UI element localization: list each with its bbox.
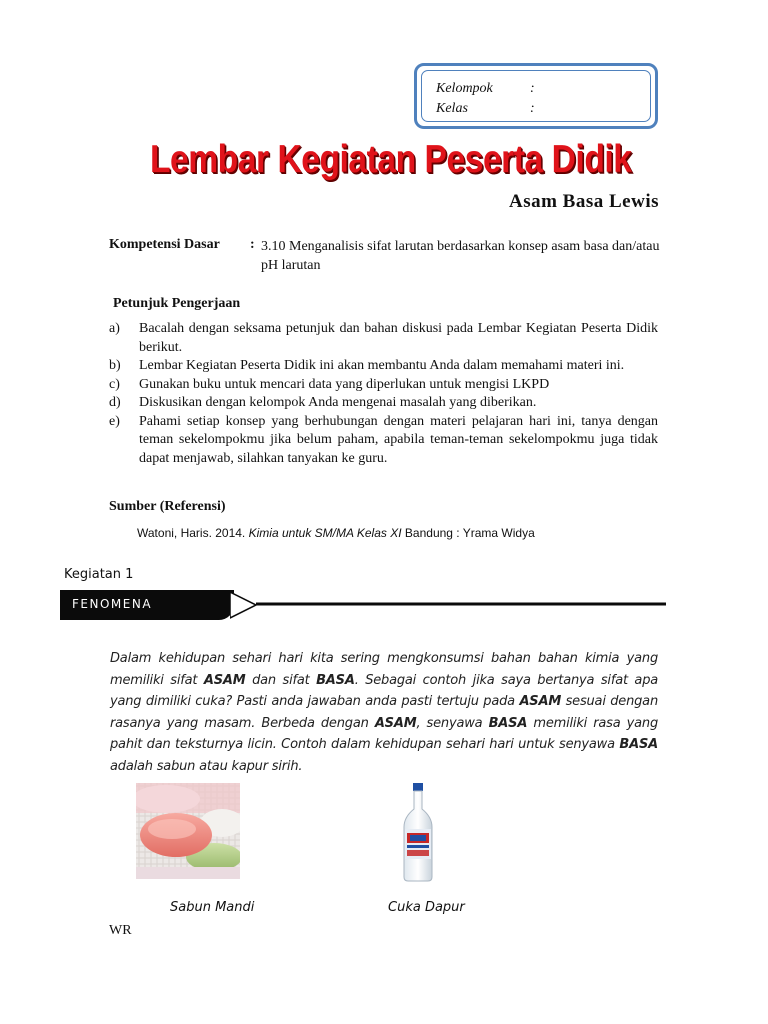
soap-caption: Sabun Mandi [170, 900, 255, 915]
emphasis-term: ASAM [374, 715, 417, 731]
list-marker: e) [109, 413, 120, 429]
sumber-title: Sumber (Referensi) [109, 499, 226, 514]
reference-book: Kimia untuk SM/MA Kelas XI [248, 526, 402, 540]
kelompok-colon: : [530, 81, 535, 96]
list-item-text: Gunakan buku untuk mencari data yang diperlukan untuk mengisi LKPD [139, 376, 550, 392]
reference-publisher: Bandung : Yrama Widya [404, 526, 535, 540]
list-marker: d) [109, 395, 121, 410]
paragraph-text: Dalam kehidupan sehari hari kita sering mengkonsumsi bahan bahan kimia yang memiliki sifat [110, 651, 658, 688]
emphasis-term: BASA [488, 715, 528, 731]
fenomena-label: FENOMENA [72, 597, 153, 611]
list-marker: c) [109, 376, 120, 392]
kompetensi-text: 3.10 Menganalisis sifat larutan berdasarkan konsep asam basa dan/atau pH larutan [261, 239, 660, 273]
paragraph-text: adalah sabun atau kapur sirih. [110, 758, 303, 774]
banner-arrow-icon [230, 592, 256, 618]
sumber-reference [137, 526, 535, 540]
vinegar-bottle-image [398, 783, 438, 883]
petunjuk-list [109, 320, 658, 468]
page-title: Lembar Kegiatan Peserta Didik [150, 138, 632, 181]
list-item [109, 357, 658, 376]
paragraph-text: sesuai dengan rasanya yang masam. Berbeda dengan [110, 694, 658, 731]
kelompok-label: Kelompok [436, 81, 493, 96]
soap-image [136, 783, 240, 879]
emphasis-term: BASA [316, 672, 355, 688]
list-item-text: Diskusikan dengan kelompok Anda mengenai masalah yang diberikan. [139, 395, 537, 410]
list-item-text: Lembar Kegiatan Peserta Didik ini akan membantu Anda dalam memahami materi ini. [139, 358, 625, 373]
banner-arrow-line [230, 590, 670, 620]
paragraph-text: , senyawa [416, 715, 489, 731]
list-item [109, 394, 658, 413]
kompetensi-label: Kompetensi Dasar [109, 237, 220, 252]
list-item [109, 376, 658, 395]
list-item [109, 413, 658, 469]
group-info-box-inner [421, 70, 651, 122]
footer-initials: WR [109, 923, 132, 938]
list-marker: a) [109, 321, 120, 336]
reference-author: Watoni, Haris. 2014. [137, 526, 246, 540]
list-item [109, 320, 658, 357]
emphasis-term: ASAM [519, 694, 562, 709]
list-item-text: Bacalah dengan seksama petunjuk dan bahan diskusi pada Lembar Kegiatan Peserta Didik berikut. [139, 321, 658, 355]
emphasis-term: ASAM [203, 672, 246, 688]
kelas-label: Kelas [436, 101, 468, 116]
kompetensi-colon: : [250, 237, 255, 252]
page-subtitle: Asam Basa Lewis [508, 191, 659, 212]
paragraph-text: memiliki rasa yang pahit dan teksturnya licin. Contoh dalam kehidupan sehari hari untuk senyawa [110, 715, 659, 752]
paragraph-text: dan sifat [245, 672, 317, 688]
list-item-text: Pahami setiap konsep yang berhubungan dengan materi pelajaran hari ini, tanya dengan teman sekelompokmu jika belum paham, apabila teman-teman sekelompokmu juga tidak dapat menjawab, silahkan tanyakan ke guru. [139, 413, 658, 466]
fenomena-banner [60, 590, 234, 620]
emphasis-term: BASA [619, 737, 658, 752]
vinegar-caption: Cuka Dapur [388, 900, 465, 915]
list-marker: b) [109, 358, 121, 373]
fenomena-paragraph [110, 648, 658, 777]
petunjuk-title: Petunjuk Pengerjaan [113, 296, 241, 311]
group-info-box [414, 63, 658, 129]
kegiatan-title: Kegiatan 1 [64, 567, 134, 582]
paragraph-text: . Sebagai contoh jika saya bertanya sifat apa yang dimiliki cuka? Pasti anda jawaban anda pasti tertuju pada [110, 672, 659, 709]
kelas-colon: : [530, 101, 535, 116]
